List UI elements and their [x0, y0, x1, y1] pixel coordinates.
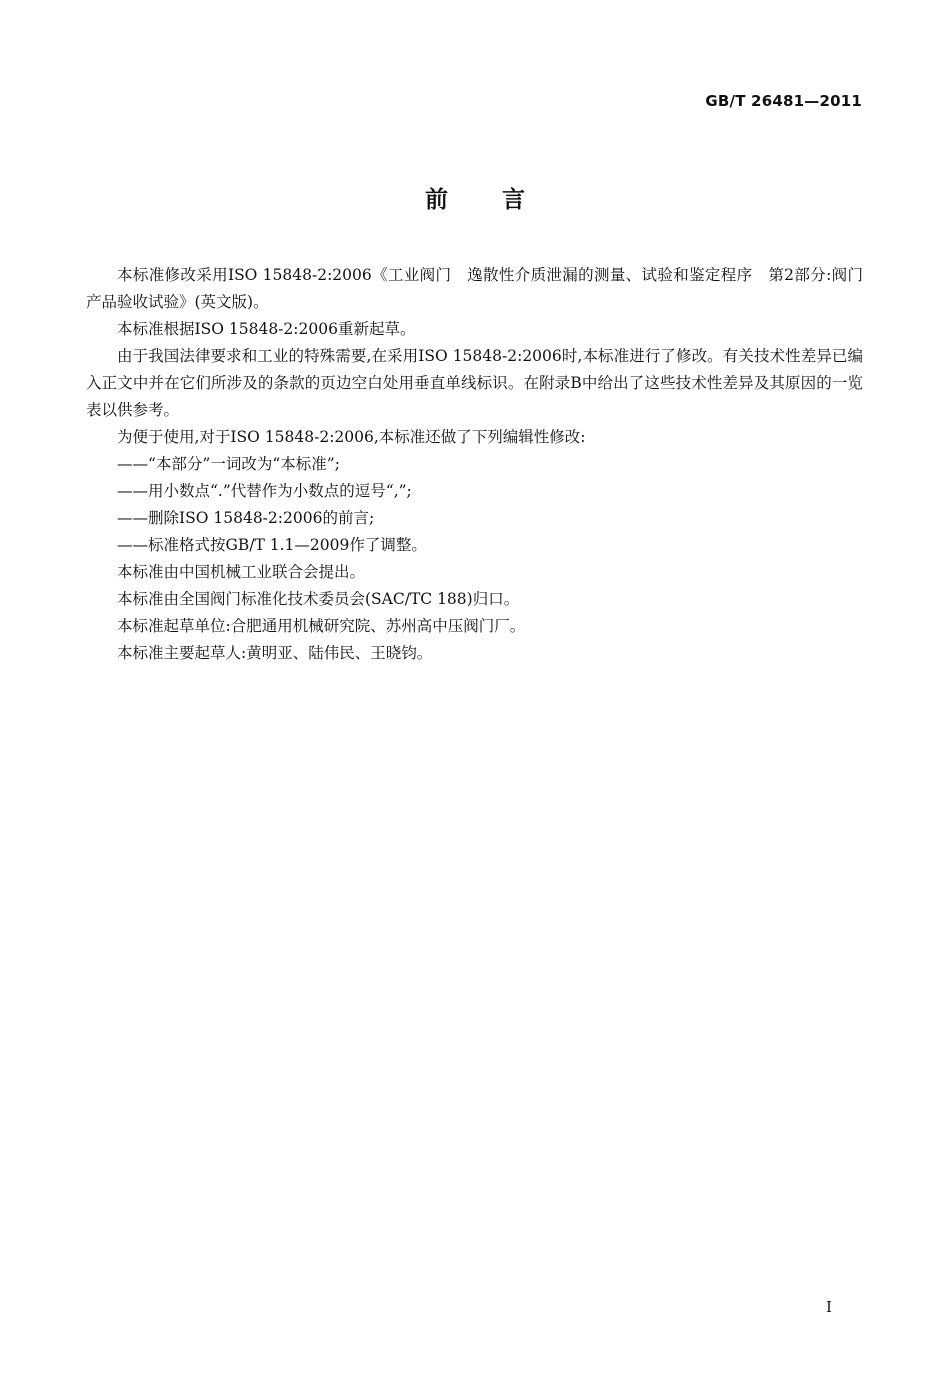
list-item: ——删除ISO 15848-2:2006的前言; — [117, 509, 375, 527]
paragraph-drafting-basis: 本标准根据ISO 15848-2:2006重新起草。 — [117, 320, 416, 338]
page-title: 前言 — [425, 187, 579, 213]
page-number: I — [826, 1298, 832, 1316]
paragraph-technical-committee: 本标准由全国阀门标准化技术委员会(SAC/TC 188)归口。 — [117, 590, 520, 608]
list-item: ——“本部分”一词改为“本标准”; — [117, 455, 340, 473]
paragraph-drafting-units: 本标准起草单位:合肥通用机械研究院、苏州高中压阀门厂。 — [117, 617, 526, 635]
standard-number: GB/T 26481—2011 — [705, 92, 862, 110]
paragraph-technical-differences: 由于我国法律要求和工业的特殊需要,在采用ISO 15848-2:2006时,本标准进行了修改。有关技术性差异已编入正文中并在它们所涉及的条款的页边空白处用垂直单线标识。在附录B中给出了这些技术性差异及其原因的一览表以供参考。 — [86, 347, 863, 419]
paragraph-drafters: 本标准主要起草人:黄明亚、陆伟民、王晓钧。 — [117, 644, 433, 662]
list-item: ——用小数点“.”代替作为小数点的逗号“,”; — [117, 482, 412, 500]
foreword-body — [86, 262, 863, 667]
list-item: ——标准格式按GB/T 1.1—2009作了调整。 — [117, 536, 427, 554]
paragraph-editorial-changes-intro: 为便于使用,对于ISO 15848-2:2006,本标准还做了下列编辑性修改: — [117, 428, 586, 446]
paragraph-adoption: 本标准修改采用ISO 15848-2:2006《工业阀门 逸散性介质泄漏的测量、试验和鉴定程序 第2部分:阀门产品验收试验》(英文版)。 — [86, 266, 863, 311]
paragraph-proposer: 本标准由中国机械工业联合会提出。 — [117, 563, 366, 581]
